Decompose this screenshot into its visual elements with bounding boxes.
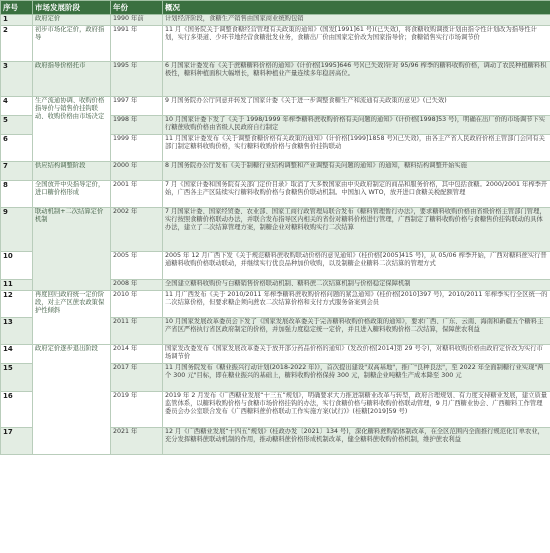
table-row bbox=[1, 208, 550, 252]
table-body bbox=[1, 15, 550, 455]
table-row bbox=[1, 15, 550, 26]
row-index: 11 bbox=[1, 280, 33, 291]
row-year: 2000 年 bbox=[111, 162, 163, 181]
row-stage: 供应结构调整阶段 bbox=[33, 162, 111, 181]
row-overview: 7 月《国家计委和国务院有关部门定价目录》取消了大多数国家由中央政府制定的商品和服务价格，其中包括食糖。2000/2001 年榨季开始，广西各主产区陆续实行糖料收购价格与食糖售价联动机制。中国加入 WTO，放开进口食糖关税配额管理 bbox=[163, 181, 550, 208]
table-row bbox=[1, 345, 550, 364]
row-index: 5 bbox=[1, 116, 33, 135]
row-overview: 11 月《国务院关于调整食糖经营管理有关政策的通知》(国发[1991]61 号)(已失效)，将食糖收购调拨计划由指令性计划改为指导性计划，实行多渠道、少环节地经营食糖批发业务，食糖出厂价由国家定价改为国家指导价；食糖销售实行市场调节价 bbox=[163, 26, 550, 62]
header-stage: 市场发展阶段 bbox=[33, 1, 111, 15]
row-overview: 10 月国家发展改革委员会下发了《国家发展改革委关于完善糖料收购价格政策的通知》，要求广西、广东、云南、海南和新疆五个糖料主产省区严格执行省区政府制定的价格，并加强力度稳定统一定价，并且进入糖料收购价格二次结算，保障蔗农利益 bbox=[163, 318, 550, 345]
row-index: 14 bbox=[1, 345, 33, 364]
row-year: 2002 年 bbox=[111, 208, 163, 252]
row-index: 10 bbox=[1, 252, 33, 280]
row-index: 7 bbox=[1, 162, 33, 181]
row-year: 2008 年 bbox=[111, 280, 163, 291]
row-year: 1998 年 bbox=[111, 116, 163, 135]
row-year: 2021 年 bbox=[111, 428, 163, 455]
row-year: 2010 年 bbox=[111, 291, 163, 318]
header-overview: 概况 bbox=[163, 1, 550, 15]
row-year: 1999 年 bbox=[111, 135, 163, 162]
row-index: 8 bbox=[1, 181, 33, 208]
header-year: 年份 bbox=[111, 1, 163, 15]
row-year: 2005 年 bbox=[111, 252, 163, 280]
row-year: 1995 年 bbox=[111, 62, 163, 97]
header-index: 序号 bbox=[1, 1, 33, 15]
table-row bbox=[1, 162, 550, 181]
row-overview: 6 月国家计委发布《关于蔗糖糖料价格的通知》(计价格[1995]646 号)(已失效)针对 95/96 榨季的糖料收购价格，调动了农民种植糖料积极性，糖料种植面积大幅增长，糖料种植业产量连续多年稳居高位。 bbox=[163, 62, 550, 97]
row-stage: 政府定价逐步退出阶段 bbox=[33, 345, 111, 455]
row-overview: 2019 年 2 月发布《广西糖业发展“十三五”规划》，明确要求大力推进制糖业改革与转型，政府合理规划、有力度支持糖业发展，建立质量监管体系，以糖料收购价格与食糖市场价格挂钩的办法，实行食糖价格与糖料收购价格联动管理，9 月广西糖业协会、广西糖料工作管理委员会办公室联合发布《广西糖料蔗价格联动工作实施方案(试行)》(桂糖[2019]59 号) bbox=[163, 392, 550, 428]
row-year: 1990 年前 bbox=[111, 15, 163, 26]
row-overview: 全国建立糖料收购价与白糖销售价格联动机制、糖料蔗二次结算机制与价格稳定保障机制 bbox=[163, 280, 550, 291]
row-index: 2 bbox=[1, 26, 33, 62]
row-overview: 8 月国务院办公厅发布《关于制糖行业结构调整和产业调整有关问题的通知》的通知，糖料结构调整开始实施 bbox=[163, 162, 550, 181]
table-row bbox=[1, 62, 550, 97]
row-index: 3 bbox=[1, 62, 33, 97]
row-year: 2011 年 bbox=[111, 318, 163, 345]
row-overview: 2005 年 12 月广西下发《关于规范糖料蔗收购联动价格的意见通知》(桂价格[2005]415 号)，从 05/06 榨季开始，广西对糖料蔗实行普通糖料收购价格联动联动，并继续实行优良品种加价收购，以及制糖企业糖料二次结算的管理方式 bbox=[163, 252, 550, 280]
row-index: 6 bbox=[1, 135, 33, 162]
row-overview: 计划经济阶段，食糖生产销售由国家商业统购包销 bbox=[163, 15, 550, 26]
table-row bbox=[1, 291, 550, 318]
row-stage: 政府定价 bbox=[33, 15, 111, 26]
row-year: 2014 年 bbox=[111, 345, 163, 364]
row-overview: 11 月国务院发布《糖业振兴行动计划(2018-2022 年)》，首次提出建设"双高基地"，推广"良种良法"，至 2022 年全面制糖行业实现"两个 300 元"目标，即在糖业振兴的基础上，糖料收购价格保持 300 元，制糖企业吨糖生产成本降至 300 元 bbox=[163, 364, 550, 392]
row-year: 2019 年 bbox=[111, 392, 163, 428]
row-index: 17 bbox=[1, 428, 33, 455]
table-row bbox=[1, 26, 550, 62]
row-index: 16 bbox=[1, 392, 33, 428]
row-index: 15 bbox=[1, 364, 33, 392]
row-index: 1 bbox=[1, 15, 33, 26]
row-index: 13 bbox=[1, 318, 33, 345]
row-overview: 国家发改委发布《国家发展改革委关于放开部分药品价格的通知》(发改价格[2014]第 29 号令)，对糖料收购价格由政府定价改为实行市场调节价 bbox=[163, 345, 550, 364]
table-header-row bbox=[1, 1, 550, 15]
row-stage: 生产流通协调、收购价格指导价与销售价挂钩联动、收购价格由市场决定 bbox=[33, 97, 111, 162]
row-index: 4 bbox=[1, 97, 33, 116]
row-overview: 9 月国务院办公厅同意并转发了国家计委《关于进一步调整食糖生产和流通有关政策的意见》(已失效) bbox=[163, 97, 550, 116]
row-year: 2017 年 bbox=[111, 364, 163, 392]
row-stage: 再度回归政府统一定价阶段，对主产区蔗农政策保护性倾斜 bbox=[33, 291, 111, 345]
row-index: 9 bbox=[1, 208, 33, 252]
row-stage: 全国放开中央指导定价，进口糖价格形成 bbox=[33, 181, 111, 208]
row-year: 1991 年 bbox=[111, 26, 163, 62]
row-overview: 11 月广西发布《关于 2010/2011 年榨季糖料蔗收购价格问题的紧急通知》(桂价格[2010]397 号)，2010/2011 年榨季实行全区统一的二次结算价格，但要求糖企须向蔗农二次结算价格和支付方式服务备案到会员 bbox=[163, 291, 550, 318]
row-overview: 7 月国家计委、国家经贸委、农业部、国家工商行政管理局联合发布《糖料管理暂行办法》，要求糖料收购价格由省级价格主管部门管理，实行按照食糖价格联动办法，并联合发布指导区内相关的省份对糖料价格进行管理，广西制定了糖料收购价格与食糖售价挂钩联动的具体办法，建立了二次结算管理方案，制糖企业对糖料收购实行二次结算 bbox=[163, 208, 550, 252]
row-index: 12 bbox=[1, 291, 33, 318]
row-stage: 初步市场化定价，政府指导 bbox=[33, 26, 111, 62]
row-year: 2001 年 bbox=[111, 181, 163, 208]
row-stage: 政府指导价格托市 bbox=[33, 62, 111, 97]
row-overview: 11 月国家计委发布《关于调整食糖价格有关政策的通知》(计价格[1999]1858 号)(已失效)，由各主产省人民政府价格主管部门会同有关部门制定糖料收购价格，实行糖料收购价格与食糖售价挂钩联动 bbox=[163, 135, 550, 162]
row-overview: 12 月《广西糖业发展“十四五”规划》(桂政办发〔2021〕134 号)，深化糖料蔗购销体制改革，在全区范围内全面推行规范化订单农业，充分发挥糖料蔗联动机制的作用，推动糖料蔗价格形成机制改革，健全糖料蔗收购价格机制，维护蔗农利益 bbox=[163, 428, 550, 455]
row-year: 1997 年 bbox=[111, 97, 163, 116]
row-overview: 10 月国家计委下发了《关于 1998/1999 年榨季糖料蔗收购价格有关问题的通知》(计价格[1998]53 号)，明确在出厂价的市场调节下实行糖蔗收购价格由省级人民政府自行制定 bbox=[163, 116, 550, 135]
table-row bbox=[1, 97, 550, 116]
row-stage: 联动机制+二次结算定价机制 bbox=[33, 208, 111, 291]
table-row bbox=[1, 181, 550, 208]
